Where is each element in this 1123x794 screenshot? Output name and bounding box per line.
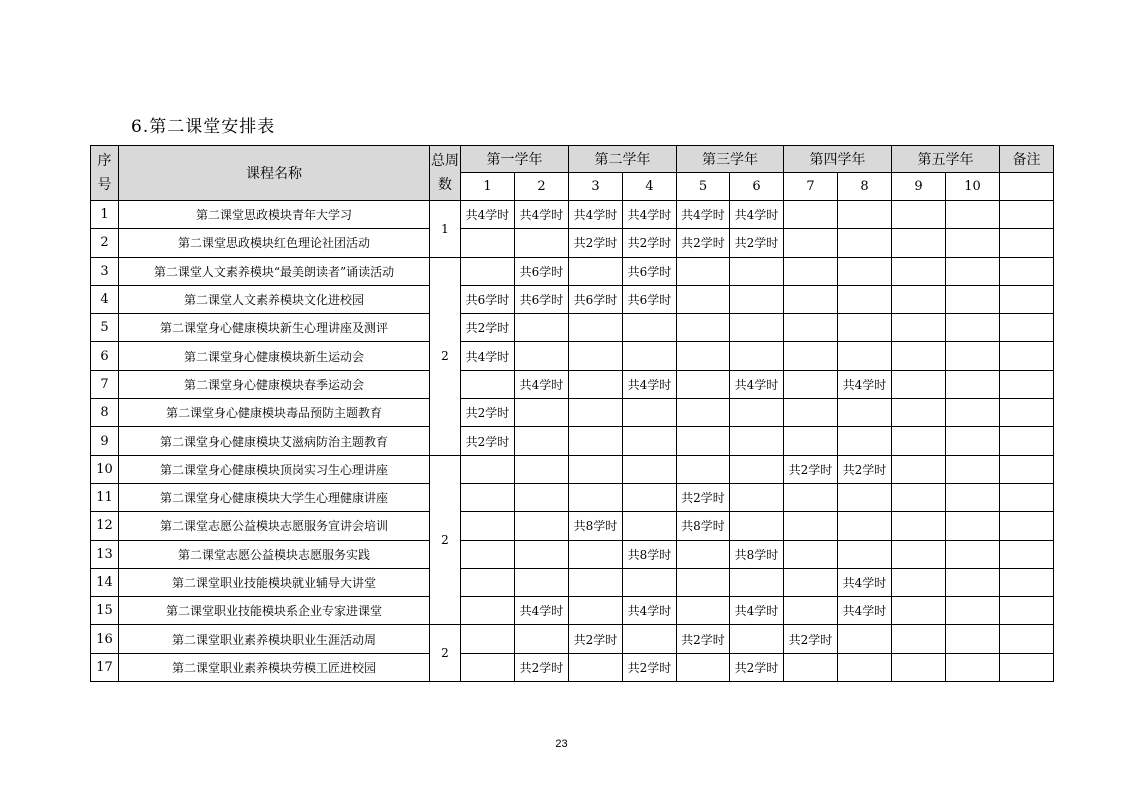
header-year-2: 第二学年 — [569, 146, 677, 173]
row-number: 15 — [91, 597, 119, 625]
term-hours-cell: 共2学时 — [730, 229, 784, 257]
table-row — [91, 201, 1054, 229]
table-row — [91, 597, 1054, 625]
header-term-6: 6 — [730, 173, 784, 201]
course-name: 第二课堂身心健康模块新生心理讲座及测评 — [119, 314, 430, 342]
remark-cell — [1000, 370, 1054, 398]
remark-cell — [1000, 399, 1054, 427]
term-hours-cell: 共2学时 — [784, 455, 838, 483]
term-hours-cell — [892, 229, 946, 257]
term-hours-cell: 共4学时 — [838, 597, 892, 625]
term-hours-cell — [623, 512, 677, 540]
table-row — [91, 229, 1054, 257]
header-term-7: 7 — [784, 173, 838, 201]
course-name: 第二课堂志愿公益模块志愿服务实践 — [119, 540, 430, 568]
term-hours-cell — [784, 597, 838, 625]
term-hours-cell — [677, 257, 730, 285]
term-hours-cell — [461, 568, 515, 596]
term-hours-cell — [677, 568, 730, 596]
term-hours-cell — [784, 257, 838, 285]
term-hours-cell: 共4学时 — [838, 568, 892, 596]
term-hours-cell — [946, 285, 1000, 313]
header-seq: 序号 — [91, 146, 119, 201]
term-hours-cell — [730, 399, 784, 427]
term-hours-cell — [515, 568, 569, 596]
term-hours-cell — [515, 427, 569, 455]
header-total-weeks: 总周数 — [430, 146, 461, 201]
schedule-table — [90, 145, 1054, 682]
term-hours-cell — [784, 427, 838, 455]
course-name: 第二课堂身心健康模块毒品预防主题教育 — [119, 399, 430, 427]
term-hours-cell — [730, 314, 784, 342]
term-hours-cell — [677, 342, 730, 370]
row-number: 3 — [91, 257, 119, 285]
table-row — [91, 370, 1054, 398]
table-row — [91, 342, 1054, 370]
term-hours-cell — [784, 285, 838, 313]
term-hours-cell: 共8学时 — [623, 540, 677, 568]
term-hours-cell — [515, 455, 569, 483]
row-number: 14 — [91, 568, 119, 596]
term-hours-cell: 共4学时 — [623, 370, 677, 398]
term-hours-cell — [515, 399, 569, 427]
term-hours-cell — [838, 399, 892, 427]
term-hours-cell — [784, 399, 838, 427]
row-number: 6 — [91, 342, 119, 370]
table-row — [91, 625, 1054, 653]
remark-cell — [1000, 427, 1054, 455]
term-hours-cell — [784, 314, 838, 342]
term-hours-cell: 共2学时 — [623, 229, 677, 257]
term-hours-cell — [515, 229, 569, 257]
term-hours-cell — [677, 399, 730, 427]
term-hours-cell — [892, 653, 946, 681]
term-hours-cell — [838, 285, 892, 313]
term-hours-cell — [730, 342, 784, 370]
term-hours-cell: 共4学时 — [515, 370, 569, 398]
table-row — [91, 285, 1054, 313]
term-hours-cell: 共2学时 — [677, 625, 730, 653]
header-year-3: 第三学年 — [677, 146, 784, 173]
term-hours-cell — [946, 399, 1000, 427]
term-hours-cell — [946, 568, 1000, 596]
term-hours-cell — [461, 597, 515, 625]
total-weeks: 2 — [430, 625, 461, 682]
header-year-5: 第五学年 — [892, 146, 1000, 173]
header-year-1: 第一学年 — [461, 146, 569, 173]
row-number: 2 — [91, 229, 119, 257]
term-hours-cell: 共6学时 — [515, 257, 569, 285]
term-hours-cell — [461, 512, 515, 540]
term-hours-cell — [784, 512, 838, 540]
term-hours-cell — [623, 625, 677, 653]
term-hours-cell: 共2学时 — [461, 314, 515, 342]
term-hours-cell — [784, 653, 838, 681]
term-hours-cell — [461, 540, 515, 568]
term-hours-cell — [569, 597, 623, 625]
term-hours-cell: 共4学时 — [730, 370, 784, 398]
remark-cell — [1000, 285, 1054, 313]
term-hours-cell — [838, 540, 892, 568]
term-hours-cell — [730, 455, 784, 483]
term-hours-cell: 共4学时 — [461, 342, 515, 370]
term-hours-cell: 共2学时 — [730, 653, 784, 681]
course-name: 第二课堂身心健康模块大学生心理健康讲座 — [119, 483, 430, 511]
term-hours-cell — [784, 540, 838, 568]
term-hours-cell — [623, 314, 677, 342]
term-hours-cell: 共4学时 — [730, 201, 784, 229]
term-hours-cell — [892, 483, 946, 511]
header-term-1: 1 — [461, 173, 515, 201]
term-hours-cell — [461, 370, 515, 398]
term-hours-cell — [892, 370, 946, 398]
term-hours-cell: 共2学时 — [784, 625, 838, 653]
term-hours-cell — [946, 370, 1000, 398]
term-hours-cell — [730, 257, 784, 285]
term-hours-cell: 共4学时 — [461, 201, 515, 229]
term-hours-cell: 共2学时 — [569, 229, 623, 257]
term-hours-cell — [784, 370, 838, 398]
remark-cell — [1000, 314, 1054, 342]
term-hours-cell — [461, 625, 515, 653]
table-row — [91, 314, 1054, 342]
term-hours-cell — [784, 201, 838, 229]
term-hours-cell — [730, 427, 784, 455]
row-number: 16 — [91, 625, 119, 653]
term-hours-cell — [623, 568, 677, 596]
remark-cell — [1000, 597, 1054, 625]
term-hours-cell — [892, 597, 946, 625]
remark-cell — [1000, 229, 1054, 257]
term-hours-cell — [838, 229, 892, 257]
term-hours-cell — [515, 314, 569, 342]
term-hours-cell — [892, 314, 946, 342]
table-row — [91, 427, 1054, 455]
remark-cell — [1000, 257, 1054, 285]
term-hours-cell — [461, 483, 515, 511]
header-course-name: 课程名称 — [119, 146, 430, 201]
table-row — [91, 483, 1054, 511]
table-row — [91, 399, 1054, 427]
term-hours-cell — [892, 399, 946, 427]
term-hours-cell — [730, 625, 784, 653]
row-number: 9 — [91, 427, 119, 455]
header-year-4: 第四学年 — [784, 146, 892, 173]
term-hours-cell: 共6学时 — [569, 285, 623, 313]
row-number: 1 — [91, 201, 119, 229]
term-hours-cell — [461, 229, 515, 257]
table-row — [91, 653, 1054, 681]
term-hours-cell: 共8学时 — [730, 540, 784, 568]
remark-cell — [1000, 512, 1054, 540]
term-hours-cell — [892, 257, 946, 285]
remark-cell — [1000, 540, 1054, 568]
term-hours-cell — [838, 483, 892, 511]
term-hours-cell: 共6学时 — [623, 285, 677, 313]
remark-cell — [1000, 653, 1054, 681]
term-hours-cell: 共4学时 — [515, 597, 569, 625]
row-number: 8 — [91, 399, 119, 427]
header-remark: 备注 — [1000, 146, 1054, 173]
header-term-8: 8 — [838, 173, 892, 201]
term-hours-cell — [569, 653, 623, 681]
term-hours-cell — [946, 597, 1000, 625]
header-remark-blank — [1000, 173, 1054, 201]
course-name: 第二课堂职业技能模块系企业专家进课堂 — [119, 597, 430, 625]
term-hours-cell — [892, 625, 946, 653]
term-hours-cell — [461, 257, 515, 285]
remark-cell — [1000, 455, 1054, 483]
term-hours-cell — [838, 653, 892, 681]
term-hours-cell — [677, 427, 730, 455]
header-term-10: 10 — [946, 173, 1000, 201]
term-hours-cell — [784, 342, 838, 370]
term-hours-cell — [838, 625, 892, 653]
term-hours-cell — [946, 653, 1000, 681]
course-name: 第二课堂志愿公益模块志愿服务宣讲会培训 — [119, 512, 430, 540]
term-hours-cell: 共2学时 — [677, 229, 730, 257]
course-name: 第二课堂人文素养模块“最美朗读者”诵读活动 — [119, 257, 430, 285]
term-hours-cell — [730, 483, 784, 511]
term-hours-cell — [946, 540, 1000, 568]
term-hours-cell — [515, 512, 569, 540]
term-hours-cell — [946, 229, 1000, 257]
total-weeks: 2 — [430, 455, 461, 625]
term-hours-cell — [569, 370, 623, 398]
term-hours-cell: 共4学时 — [623, 201, 677, 229]
term-hours-cell: 共2学时 — [838, 455, 892, 483]
term-hours-cell — [461, 455, 515, 483]
term-hours-cell — [515, 483, 569, 511]
term-hours-cell — [946, 512, 1000, 540]
remark-cell — [1000, 483, 1054, 511]
term-hours-cell — [838, 314, 892, 342]
term-hours-cell — [784, 568, 838, 596]
term-hours-cell — [946, 483, 1000, 511]
course-name: 第二课堂思政模块青年大学习 — [119, 201, 430, 229]
course-name: 第二课堂职业技能模块就业辅导大讲堂 — [119, 568, 430, 596]
page-title: 6.第二课堂安排表 — [131, 117, 276, 137]
term-hours-cell — [838, 427, 892, 455]
table-row — [91, 540, 1054, 568]
course-name: 第二课堂职业素养模块劳模工匠进校园 — [119, 653, 430, 681]
total-weeks: 2 — [430, 257, 461, 455]
term-hours-cell: 共2学时 — [677, 483, 730, 511]
term-hours-cell — [892, 201, 946, 229]
term-hours-cell — [623, 427, 677, 455]
term-hours-cell — [838, 201, 892, 229]
row-number: 13 — [91, 540, 119, 568]
term-hours-cell — [946, 427, 1000, 455]
remark-cell — [1000, 568, 1054, 596]
term-hours-cell — [730, 568, 784, 596]
header-term-4: 4 — [623, 173, 677, 201]
term-hours-cell: 共6学时 — [461, 285, 515, 313]
term-hours-cell: 共8学时 — [677, 512, 730, 540]
total-weeks: 1 — [430, 201, 461, 258]
term-hours-cell — [569, 342, 623, 370]
term-hours-cell — [892, 540, 946, 568]
term-hours-cell: 共4学时 — [515, 201, 569, 229]
remark-cell — [1000, 201, 1054, 229]
row-number: 5 — [91, 314, 119, 342]
term-hours-cell — [946, 201, 1000, 229]
term-hours-cell — [623, 483, 677, 511]
term-hours-cell — [946, 455, 1000, 483]
term-hours-cell — [515, 625, 569, 653]
term-hours-cell — [892, 568, 946, 596]
term-hours-cell — [892, 455, 946, 483]
term-hours-cell: 共2学时 — [461, 399, 515, 427]
header-term-2: 2 — [515, 173, 569, 201]
term-hours-cell: 共6学时 — [623, 257, 677, 285]
term-hours-cell — [569, 568, 623, 596]
term-hours-cell — [677, 285, 730, 313]
course-name: 第二课堂身心健康模块春季运动会 — [119, 370, 430, 398]
term-hours-cell — [892, 342, 946, 370]
row-number: 17 — [91, 653, 119, 681]
term-hours-cell: 共4学时 — [569, 201, 623, 229]
term-hours-cell — [515, 540, 569, 568]
term-hours-cell — [569, 399, 623, 427]
term-hours-cell — [946, 625, 1000, 653]
term-hours-cell — [730, 512, 784, 540]
term-hours-cell — [569, 455, 623, 483]
term-hours-cell: 共4学时 — [677, 201, 730, 229]
row-number: 10 — [91, 455, 119, 483]
course-name: 第二课堂身心健康模块艾滋病防治主题教育 — [119, 427, 430, 455]
term-hours-cell — [730, 285, 784, 313]
table-row — [91, 512, 1054, 540]
course-name: 第二课堂身心健康模块新生运动会 — [119, 342, 430, 370]
term-hours-cell — [892, 285, 946, 313]
term-hours-cell — [677, 653, 730, 681]
term-hours-cell — [838, 342, 892, 370]
term-hours-cell — [515, 342, 569, 370]
term-hours-cell — [623, 342, 677, 370]
term-hours-cell — [946, 257, 1000, 285]
term-hours-cell — [569, 257, 623, 285]
term-hours-cell — [946, 342, 1000, 370]
term-hours-cell — [461, 653, 515, 681]
term-hours-cell — [838, 512, 892, 540]
term-hours-cell — [569, 483, 623, 511]
header-term-9: 9 — [892, 173, 946, 201]
course-name: 第二课堂身心健康模块顶岗实习生心理讲座 — [119, 455, 430, 483]
page-number: 23 — [555, 738, 568, 750]
term-hours-cell — [677, 540, 730, 568]
term-hours-cell: 共4学时 — [730, 597, 784, 625]
term-hours-cell: 共4学时 — [623, 597, 677, 625]
remark-cell — [1000, 625, 1054, 653]
remark-cell — [1000, 342, 1054, 370]
header-term-5: 5 — [677, 173, 730, 201]
header-term-3: 3 — [569, 173, 623, 201]
table-row — [91, 257, 1054, 285]
term-hours-cell: 共8学时 — [569, 512, 623, 540]
course-name: 第二课堂人文素养模块文化进校园 — [119, 285, 430, 313]
term-hours-cell — [623, 455, 677, 483]
term-hours-cell — [892, 427, 946, 455]
row-number: 4 — [91, 285, 119, 313]
term-hours-cell: 共2学时 — [515, 653, 569, 681]
term-hours-cell — [677, 370, 730, 398]
row-number: 7 — [91, 370, 119, 398]
row-number: 12 — [91, 512, 119, 540]
course-name: 第二课堂思政模块红色理论社团活动 — [119, 229, 430, 257]
table-row — [91, 568, 1054, 596]
term-hours-cell: 共4学时 — [838, 370, 892, 398]
term-hours-cell — [892, 512, 946, 540]
table-row — [91, 455, 1054, 483]
term-hours-cell — [677, 597, 730, 625]
term-hours-cell — [677, 455, 730, 483]
course-name: 第二课堂职业素养模块职业生涯活动周 — [119, 625, 430, 653]
term-hours-cell: 共2学时 — [461, 427, 515, 455]
term-hours-cell: 共2学时 — [569, 625, 623, 653]
term-hours-cell — [784, 483, 838, 511]
term-hours-cell — [569, 427, 623, 455]
term-hours-cell — [784, 229, 838, 257]
term-hours-cell — [838, 257, 892, 285]
term-hours-cell: 共6学时 — [515, 285, 569, 313]
term-hours-cell — [623, 399, 677, 427]
term-hours-cell — [946, 314, 1000, 342]
term-hours-cell — [677, 314, 730, 342]
term-hours-cell — [569, 540, 623, 568]
term-hours-cell — [569, 314, 623, 342]
row-number: 11 — [91, 483, 119, 511]
term-hours-cell: 共2学时 — [623, 653, 677, 681]
